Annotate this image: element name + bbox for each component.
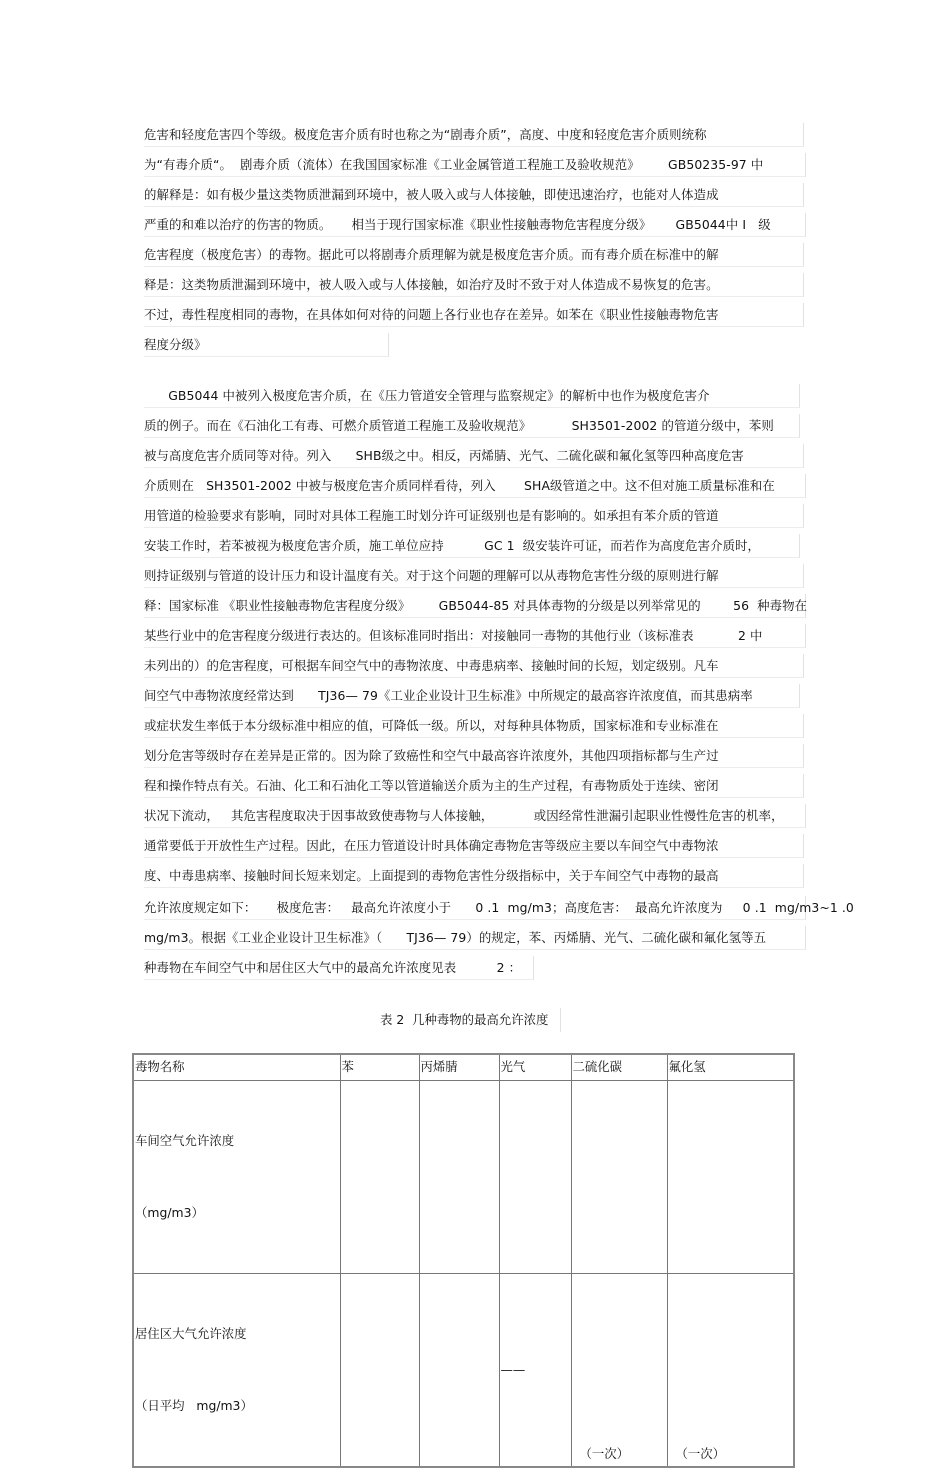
- paragraph-line: GB5044 中被列入极度危害介质，在《压力管道安全管理与监察规定》的解析中也作为极度危害介: [144, 384, 800, 408]
- paragraph-line: 的解释是：如有极少量这类物质泄漏到环境中，被人吸入或与人体接触，即使迅速治疗，也能对人体造成: [144, 183, 804, 207]
- paragraph-line: 严重的和难以治疗的伤害的物质。 相当于现行国家标准《职业性接触毒物危害程度分级》 GB5044中 I 级: [144, 213, 806, 237]
- paragraph-line: 程度分级》: [144, 333, 389, 357]
- header-cell: 光气: [499, 1054, 571, 1081]
- paragraph-line: mg/m3。根据《工业企业设计卫生标准》（ TJ36— 79）的规定，苯、丙烯腈、光气、二硫化碳和氟化氢等五: [144, 926, 806, 950]
- paragraph-line: 种毒物在车间空气中和居住区大气中的最高允许浓度见表 2 ：: [144, 956, 534, 980]
- header-cell: 苯: [340, 1054, 419, 1081]
- row-label-unit: （日平均 mg/m3）: [135, 1398, 253, 1413]
- paragraph-line: 质的例子。而在《石油化工有毒、可燃介质管道工程施工及验收规范》 SH3501-2002 的管道分级中，苯则: [144, 414, 800, 438]
- header-cell: 丙烯腈: [419, 1054, 499, 1081]
- row-label-cell: [133, 1274, 340, 1468]
- paragraph-line: 危害程度（极度危害）的毒物。据此可以将剧毒介质理解为就是极度危害介质。而有毒介质在标准中的解: [144, 243, 804, 267]
- table-cell: [419, 1274, 499, 1468]
- paragraph-line: 程和操作特点有关。石油、化工和石油化工等以管道输送介质为主的生产过程，有毒物质处于连续、密闭: [144, 774, 804, 798]
- table-cell: [667, 1081, 794, 1274]
- paragraph-line: 度、中毒患病率、接触时间长短来划定。上面提到的毒物危害性分级指标中，关于车间空气中毒物的最高: [144, 864, 804, 888]
- table-cell: ——: [499, 1274, 571, 1468]
- paragraph-line: 或症状发生率低于本分级标准中相应的值，可降低一级。所以，对每种具体物质，国家标准和专业标准在: [144, 714, 804, 738]
- table-caption: 表 2 几种毒物的最高允许浓度: [380, 1008, 561, 1032]
- paragraph-line: 划分危害等级时存在差异是正常的。因为除了致癌性和空气中最高容许浓度外，其他四项指标都与生产过: [144, 744, 804, 768]
- paragraph-line: 某些行业中的危害程度分级进行表达的。但该标准同时指出：对接触同一毒物的其他行业（该标准表 2 中: [144, 624, 806, 648]
- paragraph-line: 被与高度危害介质同等对待。列入 SHB级之中。相反，丙烯腈、光气、二硫化碳和氟化氢等四种高度危害: [144, 444, 804, 468]
- paragraph-line: 间空气中毒物浓度经常达到 TJ36— 79《工业企业设计卫生标准》中所规定的最高容许浓度值，而其患病率: [144, 684, 800, 708]
- paragraph-line: 用管道的检验要求有影响，同时对具体工程施工时划分许可证级别也是有影响的。如承担有苯介质的管道: [144, 504, 804, 528]
- paragraph-line: 危害和轻度危害四个等级。极度危害介质有时也称之为“剧毒介质”，高度、中度和轻度危害介质则统称: [144, 123, 804, 147]
- header-cell: 二硫化碳: [571, 1054, 667, 1081]
- table-cell: [340, 1274, 419, 1468]
- paragraph-line: 状况下流动， 其危害程度取决于因事故致使毒物与人体接触， 或因经常性泄漏引起职业性慢性危害的机率，: [144, 804, 806, 828]
- table-cell: [571, 1081, 667, 1274]
- toxicity-table: [132, 1053, 795, 1468]
- header-cell: 毒物名称: [133, 1054, 340, 1081]
- paragraph-line: 为“有毒介质“。 剧毒介质（流体）在我国国家标准《工业金属管道工程施工及验收规范》 GB50235-97 中: [144, 153, 806, 177]
- paragraph-line: 介质则在 SH3501-2002 中被与极度危害介质同样看待，列入 SHA级管道之中。这不但对施工质量标准和在: [144, 474, 806, 498]
- row-label: 车间空气允许浓度: [135, 1133, 235, 1148]
- row-label-unit: （mg/m3）: [135, 1205, 204, 1220]
- table-row: [133, 1274, 794, 1468]
- paragraph-line: 安装工作时，若苯被视为极度危害介质，施工单位应持 GC 1 级安装许可证，而若作为高度危害介质时，: [144, 534, 800, 558]
- table-cell: [419, 1081, 499, 1274]
- row-label: 居住区大气允许浓度: [135, 1326, 247, 1341]
- paragraph-line: 则持证级别与管道的设计压力和设计温度有关。对于这个问题的理解可以从毒物危害性分级的原则进行解: [144, 564, 804, 588]
- paragraph-line: 允许浓度规定如下： 极度危害： 最高允许浓度小于 0 .1 mg/m3；高度危害： 最高允许浓度为 0 .1 mg/m3~1 .0: [144, 896, 806, 920]
- paragraph-line: 不过，毒性程度相同的毒物，在具体如何对待的问题上各行业也存在差异。如苯在《职业性接触毒物危害: [144, 303, 804, 327]
- row-label-cell: [133, 1081, 340, 1274]
- table-cell: （一次）: [667, 1274, 794, 1468]
- header-cell: 氟化氢: [667, 1054, 794, 1081]
- table-cell: [340, 1081, 419, 1274]
- table-header-row: [133, 1054, 794, 1081]
- table-cell: （一次）: [571, 1274, 667, 1468]
- paragraph-line: 通常要低于开放性生产过程。因此，在压力管道设计时具体确定毒物危害等级应主要以车间空气中毒物浓: [144, 834, 804, 858]
- paragraph-line: 未列出的）的危害程度，可根据车间空气中的毒物浓度、中毒患病率、接触时间的长短，划定级别。凡车: [144, 654, 804, 678]
- paragraph-line: 释是：这类物质泄漏到环境中，被人吸入或与人体接触，如治疗及时不致于对人体造成不易恢复的危害。: [144, 273, 804, 297]
- table-row: [133, 1081, 794, 1274]
- paragraph-line: 释：国家标准 《职业性接触毒物危害程度分级》 GB5044-85 对具体毒物的分级是以列举常见的 56 种毒物在: [144, 594, 806, 618]
- table-cell: [499, 1081, 571, 1274]
